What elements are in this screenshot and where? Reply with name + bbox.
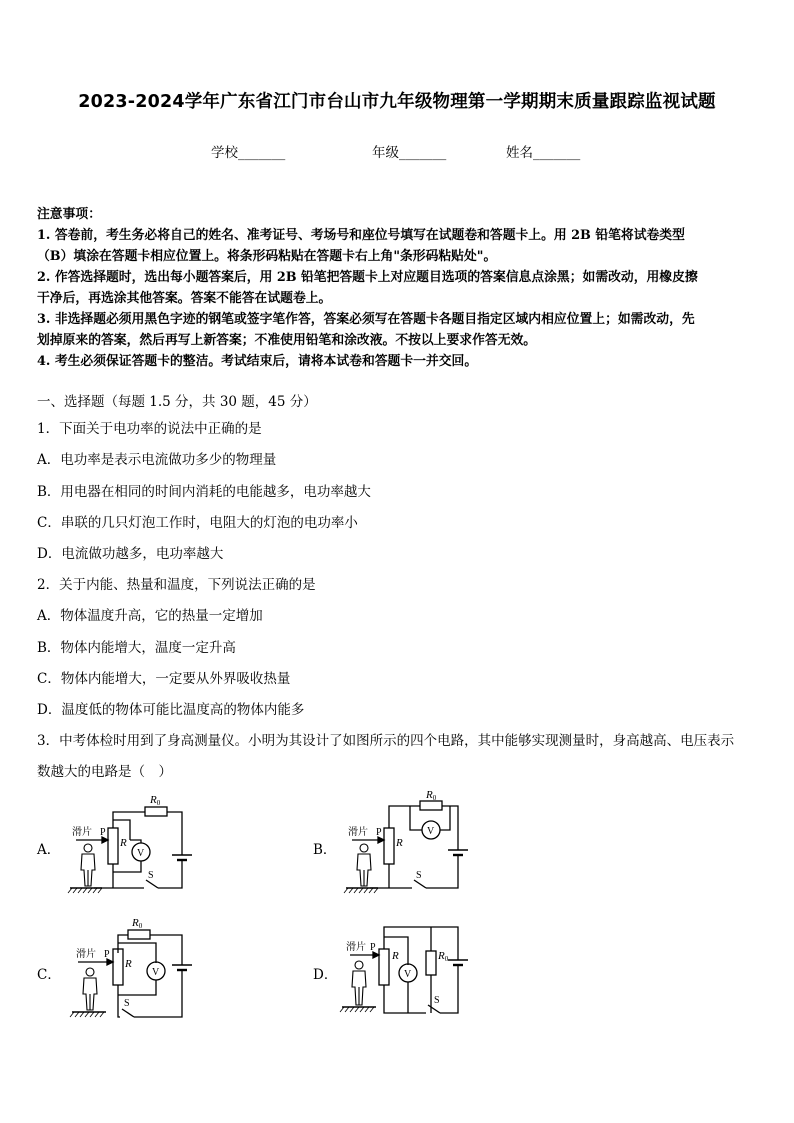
resistor-r0 xyxy=(420,801,442,810)
option-b: B．用电器在相同的时间内消耗的电能越多，电功率越大 xyxy=(37,484,371,500)
option-b-label: B． xyxy=(313,842,337,858)
notice-heading: 注意事项： xyxy=(37,207,101,222)
resistor-r0 xyxy=(128,930,150,939)
resistor-r xyxy=(379,949,389,985)
option-d: D．电流做功越多，电功率越大 xyxy=(37,546,224,562)
school-field: 学校_______ xyxy=(211,145,286,161)
notice-line: 3. 非选择题必须用黑色字迹的钢笔或签字笔作答，答案必须写在答题卡各题目指定区域内相应位置上；如需改动，先 xyxy=(37,312,695,327)
question-stem: 3．中考体检时用到了身高测量仪。小明为其设计了如图所示的四个电路，其中能够实现测量时，身高越高、电压表示 xyxy=(37,733,735,749)
r-label: R xyxy=(392,950,399,962)
circuit-diagram-d xyxy=(342,915,472,1025)
r-label: R xyxy=(396,837,403,849)
person-icon xyxy=(81,844,95,886)
section-heading: 一、选择题（每题 1.5 分，共 30 题，45 分） xyxy=(37,394,317,410)
slider-label: 滑片 xyxy=(72,827,92,838)
resistor-r xyxy=(384,828,394,864)
option-b: B．物体内能增大，温度一定升高 xyxy=(37,640,236,656)
p-label: P xyxy=(376,827,382,838)
option-c: C．物体内能增大，一定要从外界吸收热量 xyxy=(37,671,291,687)
slider-label: 滑片 xyxy=(346,942,366,953)
r0-label: R0 xyxy=(426,789,437,802)
option-d-label: D． xyxy=(313,967,338,983)
p-label: P xyxy=(100,827,106,838)
grade-field: 年级_______ xyxy=(372,145,447,161)
name-field: 姓名_______ xyxy=(506,145,581,161)
r-label: R xyxy=(120,837,127,849)
voltmeter-label: V xyxy=(427,826,435,837)
page-title: 2023-2024学年广东省江门市台山市九年级物理第一学期期末质量跟踪监视试题 xyxy=(78,92,716,112)
question-stem: 2．关于内能、热量和温度，下列说法正确的是 xyxy=(37,577,316,593)
resistor-r xyxy=(108,828,118,864)
circuit-diagram-c xyxy=(66,915,196,1025)
notice-line: 干净后，再选涂其他答案。答案不能答在试题卷上。 xyxy=(37,291,332,306)
resistor-r0 xyxy=(426,951,436,975)
r0-label: R0 xyxy=(132,917,143,930)
r0-label: R0 xyxy=(150,794,161,807)
person-icon xyxy=(83,968,97,1010)
notice-line: 划掉原来的答案，然后再写上新答案；不准使用铅笔和涂改液。不按以上要求作答无效。 xyxy=(37,333,537,348)
voltmeter-label: V xyxy=(404,969,412,980)
option-a-label: A． xyxy=(37,842,61,858)
voltmeter-label: V xyxy=(152,967,160,978)
p-label: P xyxy=(104,949,110,960)
r-label: R xyxy=(125,958,132,970)
option-a: A．物体温度升高，它的热量一定增加 xyxy=(37,608,263,624)
voltmeter-label: V xyxy=(137,848,145,859)
resistor-r xyxy=(113,949,123,985)
notice-line: 4. 考生必须保证答题卡的整洁。考试结束后，请将本试卷和答题卡一并交回。 xyxy=(37,354,478,369)
notice-line: （B）填涂在答题卡相应位置上。将条形码粘贴在答题卡右上角"条形码粘贴处"。 xyxy=(37,249,497,264)
notice-line: 2. 作答选择题时，选出每小题答案后，用 2B 铅笔把答题卡上对应题目选项的答案信息点涂黑；如需改动，用橡皮擦 xyxy=(37,270,698,285)
p-label: P xyxy=(370,942,376,953)
person-icon xyxy=(357,844,371,886)
slider-label: 滑片 xyxy=(76,949,96,960)
option-c-label: C． xyxy=(37,967,61,983)
circuit-diagram-b xyxy=(342,790,472,900)
switch-label: S xyxy=(416,870,422,881)
switch-label: S xyxy=(148,870,154,881)
option-c: C．串联的几只灯泡工作时，电阻大的灯泡的电功率小 xyxy=(37,515,358,531)
r0-label: R0 xyxy=(438,950,449,963)
option-a: A．电功率是表示电流做功多少的物理量 xyxy=(37,452,277,468)
circuit-diagram-a xyxy=(66,790,196,900)
person-icon xyxy=(352,961,366,1005)
switch-label: S xyxy=(434,995,440,1006)
option-d: D．温度低的物体可能比温度高的物体内能多 xyxy=(37,702,305,718)
notice-line: 1. 答卷前，考生务必将自己的姓名、准考证号、考场号和座位号填写在试题卷和答题卡上。用 2B 铅笔将试卷类型 xyxy=(37,228,685,243)
question-stem: 1．下面关于电功率的说法中正确的是 xyxy=(37,421,262,437)
question-stem-cont: 数越大的电路是（ ） xyxy=(37,764,172,780)
slider-label: 滑片 xyxy=(348,827,368,838)
switch-label: S xyxy=(124,998,130,1009)
resistor-r0 xyxy=(145,807,167,816)
